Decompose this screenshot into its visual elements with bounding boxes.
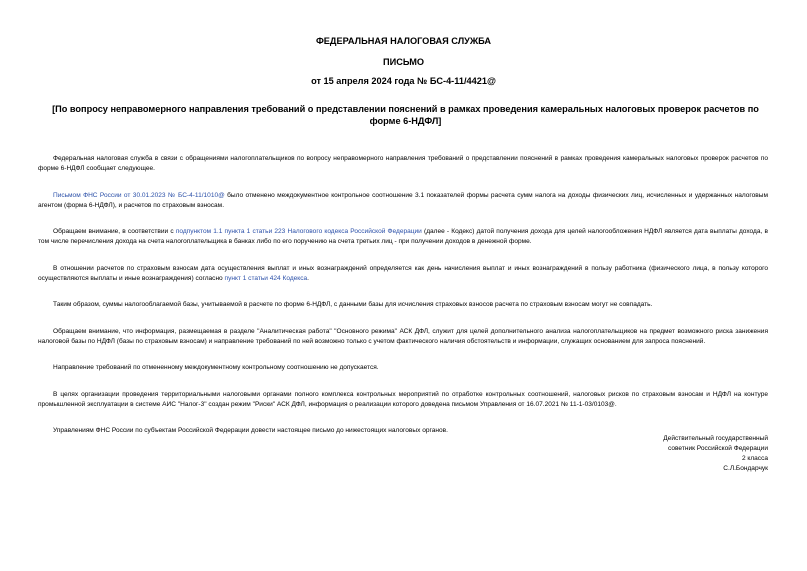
paragraph-8: В целях организации проведения территориальными налоговыми органами полного комплекса контрольных мероприятий по отработке контрольных соотношений, налоговых рисков по страховым взносам и НДФЛ на контуре промышленной эксплуатации в системе АИС "Налог-3" создан режим "Риски" АСК ДФЛ, информация о реализации которого доведена письмом Управления от 16.07.2021 № 11-1-03/0103@.	[38, 390, 768, 408]
signature-title-line-1: Действительный государственный	[663, 435, 768, 442]
link-fns-letter[interactable]: Письмом ФНС России от 30.01.2023 № БС-4-11/1010@	[53, 191, 225, 199]
signatory-name: С.Л.Бондарчук	[723, 465, 768, 472]
paragraph-7: Направление требований по отмененному междокументному контрольному соотношению не допускается.	[53, 364, 379, 371]
link-tax-code-article-223[interactable]: подпунктом 1.1 пункта 1 статьи 223 Налогового кодекса Российской Федерации	[175, 228, 422, 235]
paragraph-4-text-before: В отношении расчетов по страховым взносам дата осуществления выплат и иных вознаграждений определяется как день начисления выплат и иных вознаграждений в пользу работника (физического лица, в пользу которого осуществляются выплаты и иные вознаграждения) согласно	[38, 264, 768, 282]
link-tax-code-article-424[interactable]: пункт 1 статьи 424 Кодекса	[224, 274, 308, 282]
paragraph-6: Обращаем внимание, что информация, размещаемая в разделе "Аналитическая работа" "Основного режима" АСК ДФЛ, служит для целей дополнительного анализа налогоплательщиков на предмет возможного риска занижения налоговой базы по НДФЛ (базы по страховым взносам) и направление требований по ней возможно только с учетом фактического наличия обстоятельств и информации, служащих основанием для запроса пояснений.	[38, 327, 768, 345]
paragraph-4	[38, 264, 768, 284]
paragraph-3-text-after: (далее - Кодекс) датой получения дохода для целей налогообложения НДФЛ является дата выплаты дохода, в том числе перечисления дохода на счета налогоплательщика в банках либо по его поручению на счета третьих лиц - при получении доходов в денежной форме.	[38, 228, 768, 245]
signature-title-line-2: советник Российской Федерации	[668, 445, 768, 452]
paragraph-2	[38, 191, 768, 211]
document-subject: [По вопросу неправомерного направления требований о представлении пояснений в рамках проведения камеральных налоговых проверок расчетов по форме 6-НДФЛ]	[52, 104, 759, 126]
document-type: ПИСЬМО	[382, 57, 425, 67]
paragraph-3-text-before: Обращаем внимание, в соответствии с	[53, 228, 176, 235]
signature-title-line-3: 2 класса	[741, 455, 768, 462]
paragraph-5: Таким образом, суммы налогооблагаемой базы, учитываемой в расчете по форме 6-НДФЛ, с данными базы для исчисления страховых взносов расчета по страховым взносам могут не совпадать.	[53, 301, 653, 308]
paragraph-4-text-after: .	[307, 274, 309, 282]
paragraph-3	[38, 227, 768, 247]
agency-title: ФЕДЕРАЛЬНАЯ НАЛОГОВАЯ СЛУЖБА	[315, 36, 492, 46]
paragraph-2-text: было отменено междокументное контрольное соотношение 3.1 показателей формы расчета сумм налога на доходы физических лиц, исчисленных и удержанных налоговым агентом (форма 6-НДФЛ), и расчетов по страховым взносам.	[38, 191, 768, 209]
paragraph-1: Федеральная налоговая служба в связи с обращениями налогоплательщиков по вопросу неправомерного направления требований о представлении пояснений в рамках проведения камеральных налоговых проверок расчетов по форме 6-НДФЛ сообщает следующее.	[38, 155, 768, 172]
signature-block	[560, 434, 768, 474]
document-date-number: от 15 апреля 2024 года № БС-4-11/4421@	[311, 76, 496, 86]
paragraph-9: Управлениям ФНС России по субъектам Российской Федерации довести настоящее письмо до нижестоящих налоговых органов.	[53, 427, 448, 434]
document-body	[38, 154, 768, 453]
